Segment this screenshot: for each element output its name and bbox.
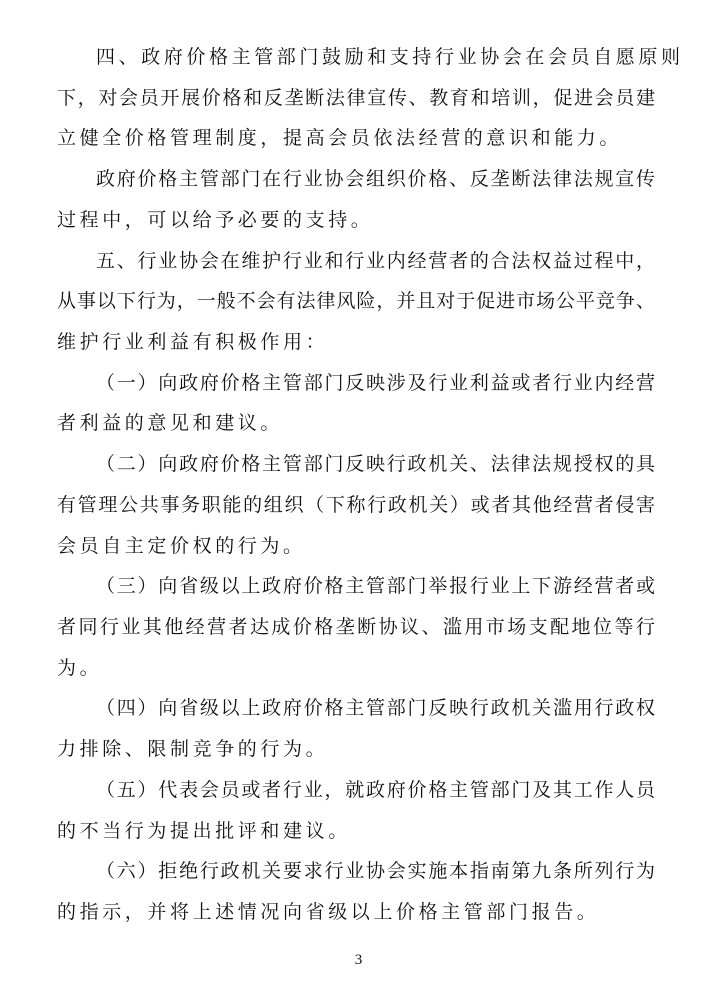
- line-text: （五）代表会员或者行业，就政府价格主管部门及其工作人员: [96, 779, 657, 801]
- paragraph-line: [0, 897, 717, 927]
- paragraph-line: [0, 571, 717, 601]
- line-text: 维护行业利益有积极作用：: [57, 331, 329, 353]
- line-text: 过程中，可以给予必要的支持。: [57, 209, 374, 231]
- line-text: 下，对会员开展价格和反垄断法律宣传、教育和培训，促进会员建: [57, 87, 657, 109]
- paragraph-line: [0, 653, 717, 683]
- line-text: 会员自主定价权的行为。: [57, 535, 306, 557]
- paragraph-line: [0, 856, 717, 886]
- line-text: 立健全价格管理制度，提高会员依法经营的意识和能力。: [57, 127, 623, 149]
- line-text: （二）向政府价格主管部门反映行政机关、法律法规授权的具: [96, 453, 657, 475]
- paragraph-line: [0, 42, 717, 72]
- page-number: 3: [354, 952, 363, 968]
- line-text: 为。: [57, 657, 103, 679]
- line-text: 者利益的意见和建议。: [57, 412, 284, 434]
- paragraph-line: [0, 368, 717, 398]
- paragraph-line: [0, 612, 717, 642]
- line-text: （四）向省级以上政府价格主管部门反映行政机关滥用行政权: [96, 697, 657, 719]
- paragraph-line: [0, 408, 717, 438]
- paragraph-line: [0, 246, 717, 276]
- paragraph-line: [0, 531, 717, 561]
- line-text: 政府价格主管部门在行业协会组织价格、反垄断法律法规宣传: [96, 168, 657, 190]
- line-text: （六）拒绝行政机关要求行业协会实施本指南第九条所列行为: [96, 860, 657, 882]
- line-text: 的不当行为提出批评和建议。: [57, 820, 351, 842]
- paragraph-line: [0, 164, 717, 194]
- paragraph-line: [0, 286, 717, 316]
- paragraph-line: [0, 449, 717, 479]
- line-text: 五、行业协会在维护行业和行业内经营者的合法权益过程中，: [96, 250, 657, 272]
- paragraph-line: [0, 816, 717, 846]
- line-text: 从事以下行为，一般不会有法律风险，并且对于促进市场公平竞争、: [57, 290, 656, 312]
- line-text: 力排除、限制竞争的行为。: [57, 738, 329, 760]
- line-text: 有管理公共事务职能的组织（下称行政机关）或者其他经营者侵害: [57, 494, 657, 516]
- line-text: 的指示，并将上述情况向省级以上价格主管部门报告。: [57, 901, 600, 923]
- line-text: 者同行业其他经营者达成价格垄断协议、滥用市场支配地位等行: [57, 616, 658, 638]
- paragraph-line: [0, 205, 717, 235]
- line-text: （一）向政府价格主管部门反映涉及行业利益或者行业内经营: [96, 372, 657, 394]
- paragraph-line: [0, 734, 717, 764]
- paragraph-line: [0, 123, 717, 153]
- paragraph-line: [0, 327, 717, 357]
- paragraph-line: [0, 775, 717, 805]
- line-text: 四、政府价格主管部门鼓励和支持行业协会在会员自愿原则: [96, 46, 684, 68]
- line-text: （三）向省级以上政府价格主管部门举报行业上下游经营者或: [96, 575, 657, 597]
- paragraph-line: [0, 693, 717, 723]
- paragraph-line: [0, 83, 717, 113]
- paragraph-line: [0, 490, 717, 520]
